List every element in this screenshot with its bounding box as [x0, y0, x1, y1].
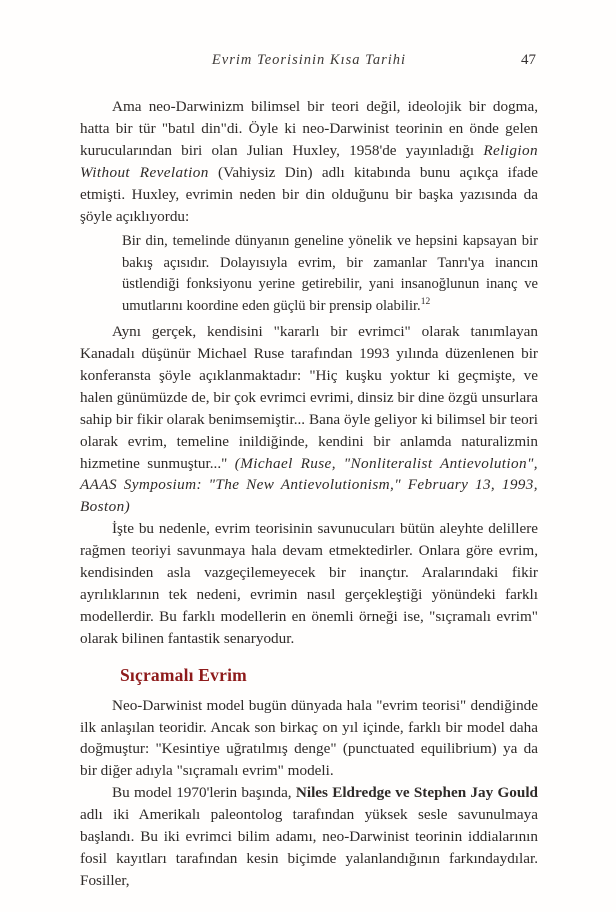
- body-paragraph: [80, 518, 538, 649]
- page-number: 47: [521, 52, 536, 68]
- page-header: [80, 52, 538, 70]
- body-paragraph: [80, 782, 538, 892]
- section-heading: Sıçramalı Evrim: [120, 664, 247, 685]
- text-span: Bir din, temelinde dünyanın geneline yönelik ve hepsini kapsayan bir bakış açısıdır. Dolayısıyla evrim, bir zamanlar Tanrı'ya inancın üstlendiği fonksiyonu yerine getirebilir, yani insanoğlunun inanç ve umutlarını koordine eden güçlü bir prensip olabilir.: [122, 233, 538, 314]
- text-span: Aynı gerçek, kendisini "kararlı bir evrimci" olarak tanımlayan Kanadalı düşünür Michael Ruse tarafından 1993 yılında düzenlenen bir konferansta şöyle açıklanmaktadır: "Hiç kuşku yoktur ki geçmişte, ve halen günümüzde de, bir çok evrimci evrimi, dinsiz bir dine özgü unsurlara sahip bir fikir olarak benimsemiştir... Bana öyle geliyor ki bilimsel bir teori olarak evrim, temeline inildiğinde, kendini bir anlamda naturalizmin hizmetine sunmuştur...": [80, 323, 538, 472]
- text-span: (Vahiysiz Din) adlı kitabında bunu açıkça ifade etmişti. Huxley, evrimin neden bir din olduğunu bir başka yazısında da şöyle açıklıyordu:: [80, 163, 538, 225]
- italic-text-span: (Michael Ruse, "Nonliteralist Antievolution", AAAS Symposium: "The New Antievolutionism," February 13, 1993, Boston): [80, 454, 539, 516]
- body-paragraph: [80, 96, 538, 227]
- text-span: İşte bu nedenle, evrim teorisinin savunucuları bütün aleyhte delillere rağmen teoriyi savunmaya hala devam etmektedirler. Onlara göre evrim, kendisinden asla vazgeçilemeyecek bir inançtır. Aralarındaki fikir ayrılıklarının tek nedeni, evrimin nasıl gerçekleştiği yönündeki farklı modellerdir. Bu farklı modellerin en önemli örneği ise, "sıçramalı evrim" olarak bilinen fantastik senaryodur.: [80, 520, 538, 647]
- body-paragraph: [80, 695, 538, 783]
- text-span: adlı iki Amerikalı paleontolog tarafından yüksek sesle savunulmaya başlandı. Bu iki evrimci bilim adamı, neo-Darwinist teorinin iddialarının fosil kayıtları tarafından kesin biçimde yalanlandığının farkındaydılar. Fosiller,: [80, 806, 538, 889]
- block-quote: [122, 231, 538, 317]
- body-paragraph: [80, 321, 538, 518]
- bold-text-span: Niles Eldredge ve Stephen Jay Gould: [295, 784, 538, 802]
- footnote-reference: 12: [420, 296, 431, 307]
- text-span: Neo-Darwinist model bugün dünyada hala "evrim teorisi" dendiğinde ilk anlaşılan teoridir. Ancak son birkaç on yıl içinde, farklı bir model daha doğmuştur: "Kesintiye uğratılmış denge" (punctuated equilibrium) ya da bir diğer adıyla "sıçramalı evrim" modeli.: [80, 696, 538, 780]
- text-span: Bu model 1970'lerin başında,: [112, 784, 296, 802]
- content-blocks: [80, 96, 538, 892]
- running-title: Evrim Teorisinin Kısa Tarihi: [211, 52, 407, 68]
- text-span: Ama neo-Darwinizm bilimsel bir teori değil, ideolojik bir dogma, hatta bir tür "batıl din"di. Öyle ki neo-Darwinist teorinin en önde gelen kurucularından biri olan Julian Huxley, 1958'de yayınladığı: [80, 98, 538, 159]
- italic-text-span: Religion Without Revelation: [80, 141, 538, 181]
